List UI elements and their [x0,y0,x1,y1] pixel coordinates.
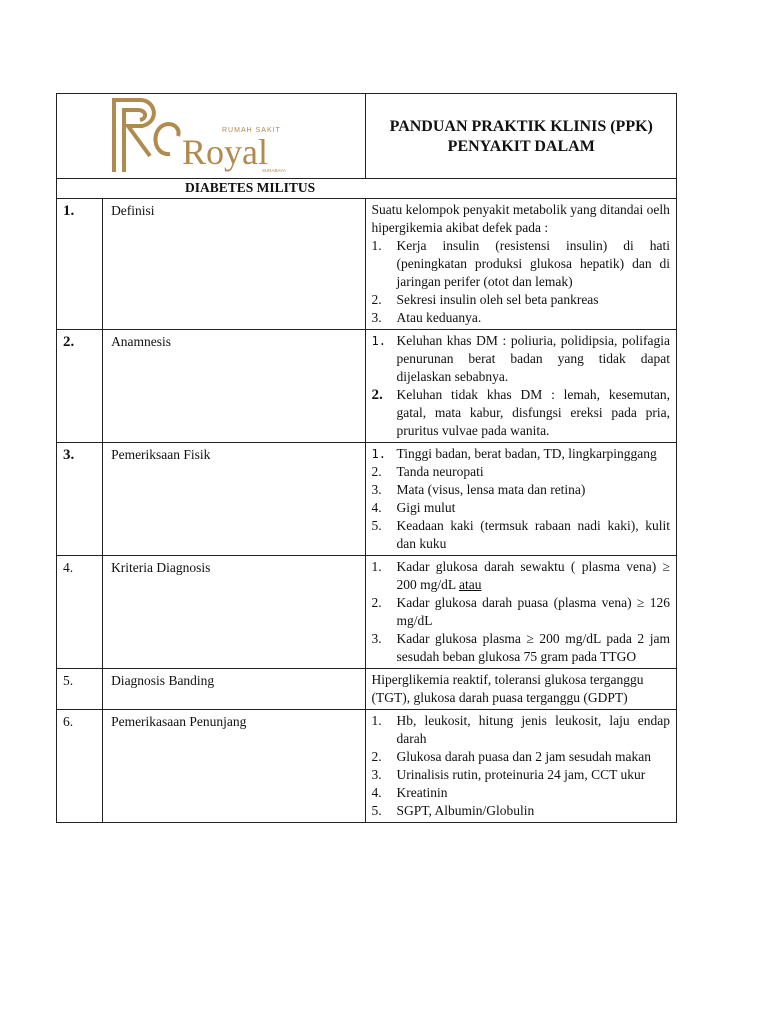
row-diagnosis-banding [57,669,677,710]
row-label: Kriteria Diagnosis [103,556,366,669]
row-definisi [57,199,677,330]
list-item: 1. Tinggi badan, berat badan, TD, lingkarpinggang [371,446,657,461]
row-intro: Suatu kelompok penyakit metabolik yang ditandai oelh hipergikemia akibat defek pada : [371,202,670,235]
row-number: 2. [57,330,103,443]
row-label: Pemerikasaan Penunjang [103,710,366,823]
list-item: 3. Mata (visus, lensa mata dan retina) [371,482,586,497]
list-item: 1. Hb, leukosit, hitung jenis leukosit, laju endap darah [371,713,670,746]
list-item: 2. Sekresi insulin oleh sel beta pankreas [371,292,599,307]
row-content [366,669,677,710]
list-item: 2. Tanda neuropati [371,464,484,479]
row-label: Definisi [103,199,366,330]
list-item: 1. Keluhan khas DM : poliuria, polidipsia, polifagia penurunan berat badan yang tidak dapat dijelaskan sebabnya. [371,333,670,384]
list-item: 4. Kreatinin [371,785,448,800]
logo-brand-name: Royal [182,132,268,172]
logo-cell [57,94,366,179]
underlined-atau: atau [458,577,482,592]
title-line-2: PENYAKIT DALAM [447,138,595,155]
ppk-table [56,93,677,823]
row-content [366,443,677,556]
row-pemeriksaan-fisik [57,443,677,556]
list-item: 1. Kadar glukosa darah sewaktu ( plasma vena) ≥ 200 mg/dL atau [371,559,670,592]
row-label: Pemeriksaan Fisik [103,443,366,556]
list-item: 5. SGPT, Albumin/Globulin [371,803,535,818]
row-label: Anamnesis [103,330,366,443]
row-label: Diagnosis Banding [103,669,366,710]
row-content [366,199,677,330]
row-number: 4. [57,556,103,669]
list-item: 3. Urinalisis rutin, proteinuria 24 jam, CCT ukur [371,767,646,782]
document-title [366,94,677,179]
subtitle: DIABETES MILITUS [57,179,677,199]
list-item: 1. Kerja insulin (resistensi insulin) di hati (peningkatan produksi glukosa hepatik) dan di jaringan perifer (otot dan lemak) [371,238,670,289]
royal-logo [110,96,290,174]
row-number: 1. [57,199,103,330]
logo-brand-small: RUMAH SAKIT [222,127,281,134]
list-item: 2. Keluhan tidak khas DM : lemah, kesemutan, gatal, mata kabur, disfungsi ereksi pada pria, pruritus vulvae pada wanita. [371,387,670,438]
row-number: 5. [57,669,103,710]
row-kriteria-diagnosis [57,556,677,669]
list-item: 4. Gigi mulut [371,500,456,515]
row-number: 6. [57,710,103,823]
list-item: 3. Kadar glukosa plasma ≥ 200 mg/dL pada 2 jam sesudah beban glukosa 75 gram pada TTGO [371,631,670,664]
row-number: 3. [57,443,103,556]
list-item: 2. Kadar glukosa darah puasa (plasma vena) ≥ 126 mg/dL [371,595,670,628]
row-pemeriksaan-penunjang [57,710,677,823]
row-content [366,556,677,669]
header-row [57,94,677,179]
subtitle-row [57,179,677,199]
row-content [366,710,677,823]
title-line-1: PANDUAN PRAKTIK KLINIS (PPK) [389,118,653,135]
list-item: 3. Atau keduanya. [371,310,482,325]
logo-brand-city: SURABAYA [262,168,286,173]
row-anamnesis [57,330,677,443]
list-item: 2. Glukosa darah puasa dan 2 jam sesudah makan [371,749,652,764]
list-item: 5. Keadaan kaki (termsuk rabaan nadi kaki), kulit dan kuku [371,518,670,551]
row-content [366,330,677,443]
row-intro: Hiperglikemia reaktif, toleransi glukosa terganggu (TGT), glukosa darah puasa terganggu (GDPT) [371,672,644,705]
